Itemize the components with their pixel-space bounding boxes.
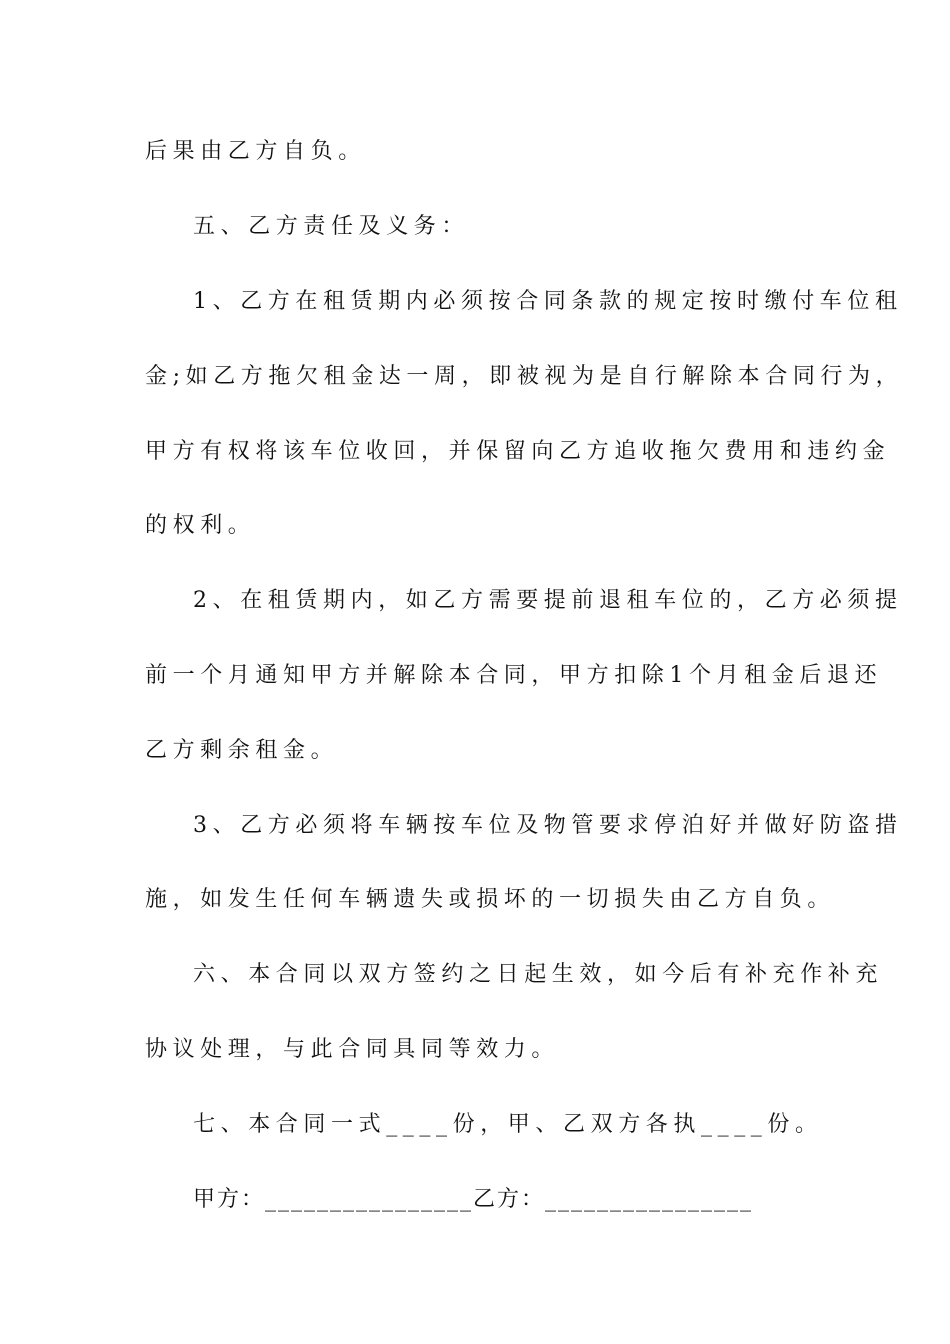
clause-line: 1、乙方在租赁期内必须按合同条款的规定按时缴付车位租 (193, 289, 903, 314)
signature-line: 甲方：________________乙方：________________ (193, 1187, 754, 1212)
clause-line: 施，如发生任何车辆遗失或损坏的一切损失由乙方自负。 (145, 887, 836, 912)
copies-line: 七、本合同一式____份，甲、乙双方各执____份。 (193, 1112, 823, 1137)
clause-line: 3、乙方必须将车辆按车位及物管要求停泊好并做好防盗措 (193, 813, 903, 838)
clause-line: 的权利。 (145, 513, 256, 538)
section-heading: 五、乙方责任及义务： (193, 214, 470, 239)
section-line: 六、本合同以双方签约之日起生效，如今后有补充作补充 (193, 962, 884, 987)
clause-line: 金;如乙方拖欠租金达一周，即被视为是自行解除本合同行为， (145, 364, 904, 389)
clause-line: 2、在租赁期内，如乙方需要提前退租车位的，乙方必须提 (193, 588, 903, 613)
clause-line: 前一个月通知甲方并解除本合同，甲方扣除1个月租金后退还 (145, 663, 883, 688)
section-line: 协议处理，与此合同具同等效力。 (145, 1037, 560, 1062)
paragraph-line: 后果由乙方自负。 (145, 139, 366, 164)
clause-line: 甲方有权将该车位收回，并保留向乙方追收拖欠费用和违约金 (145, 439, 891, 464)
clause-line: 乙方剩余租金。 (145, 738, 339, 763)
